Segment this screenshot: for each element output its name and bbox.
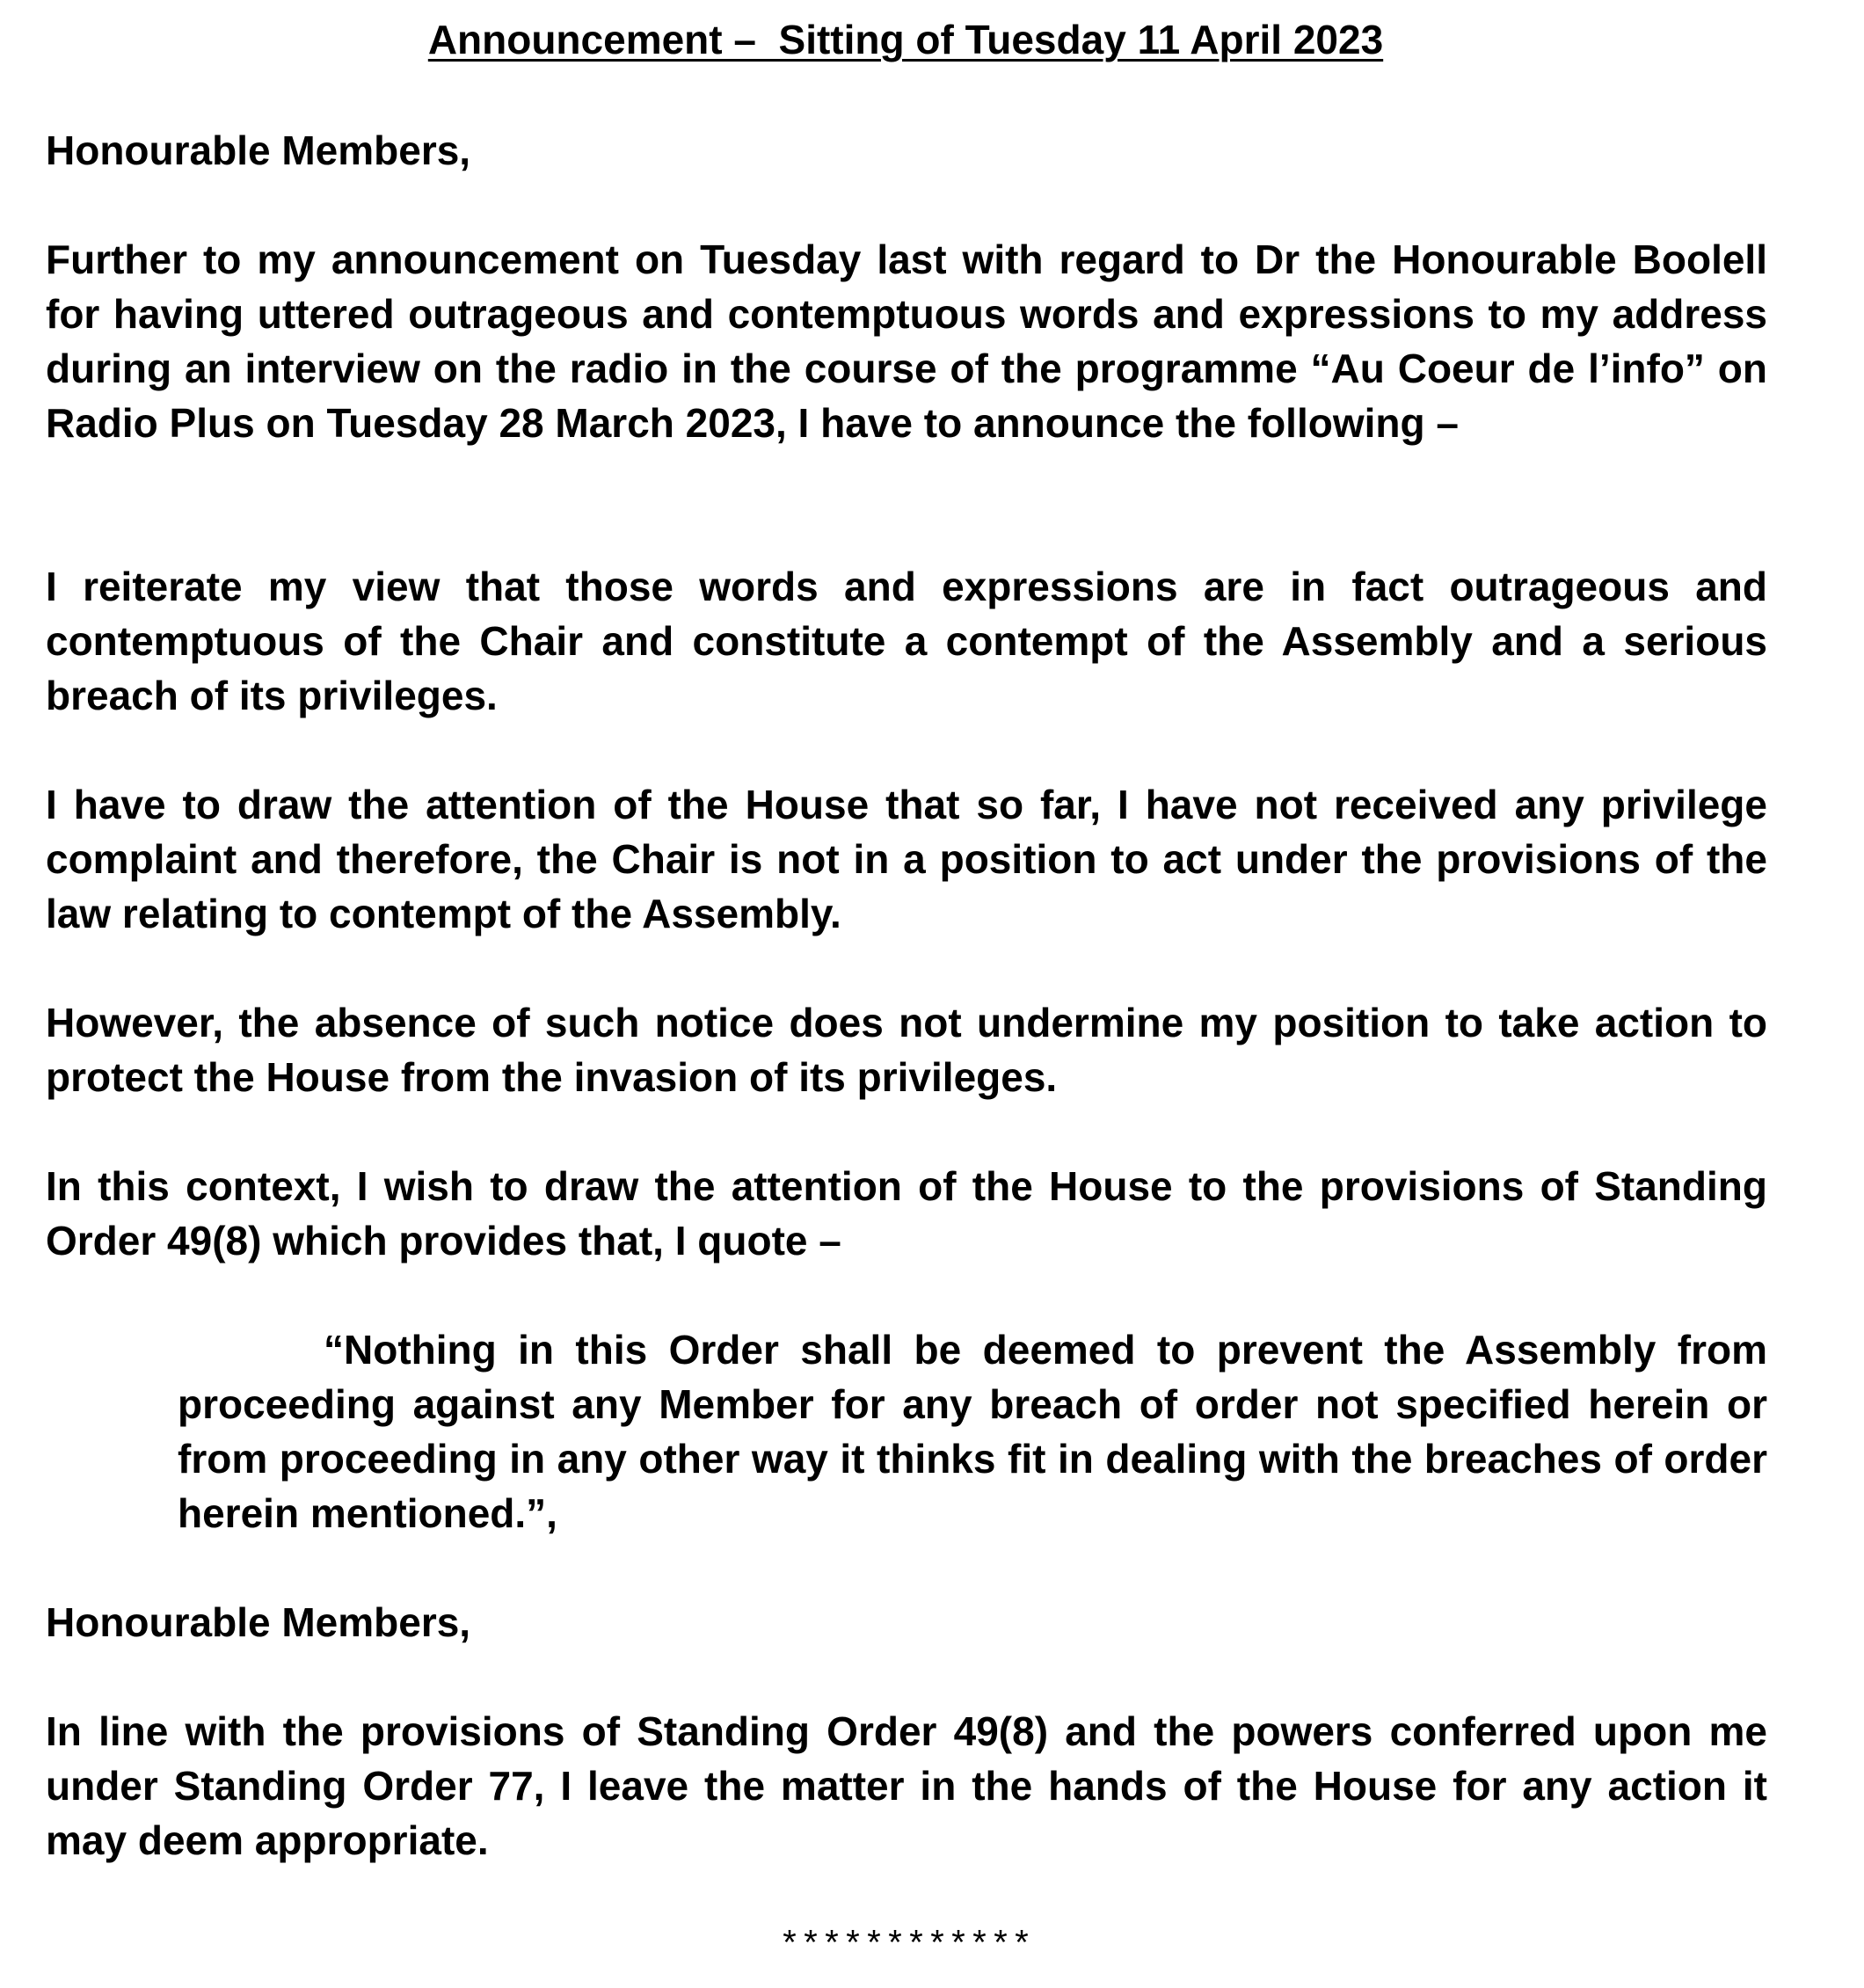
paragraph-standing-order-context: In this context, I wish to draw the attention of the House to the provisions of Standing Order 49(8) which provides that, I quote –	[46, 1163, 1767, 1263]
salutation-closing: Honourable Members,	[46, 1599, 471, 1645]
salutation-opening: Honourable Members,	[46, 127, 471, 173]
paragraph-reiteration: I reiterate my view that those words and expressions are in fact outrageous and contemptuous of the Chair and constitute a contempt of the Assembly and a serious breach of its privileges.	[46, 564, 1767, 718]
paragraph-absence-of-notice: However, the absence of such notice does not undermine my position to take action to protect the House from the invasion of its privileges.	[46, 1000, 1767, 1100]
end-of-document-marker: ************	[778, 1927, 1033, 1967]
paragraph-conclusion: In line with the provisions of Standing Order 49(8) and the powers conferred upon me under Standing Order 77, I leave the matter in the hands of the House for any action it may deem appropriate.	[46, 1708, 1767, 1863]
document-title: Announcement – Sitting of Tuesday 11 April 2023	[427, 17, 1384, 62]
paragraph-announcement-context: Further to my announcement on Tuesday last with regard to Dr the Honourable Boolell for having uttered outrageous and contemptuous words and expressions to my address during an interview on the radio in the course of the programme “Au Coeur de l’info” on Radio Plus on Tuesday 28 March 2023, I have to announce the following –	[46, 237, 1767, 446]
paragraph-no-complaint: I have to draw the attention of the House that so far, I have not received any privilege complaint and therefore, the Chair is not in a position to act under the provisions of the law relating to contempt of the Assembly.	[46, 782, 1767, 936]
standing-order-quote: “Nothing in this Order shall be deemed to prevent the Assembly from proceeding against any Member for any breach of order not specified herein or from proceeding in any other way it thinks fit in dealing with the breaches of order herein mentioned.”,	[178, 1327, 1767, 1536]
